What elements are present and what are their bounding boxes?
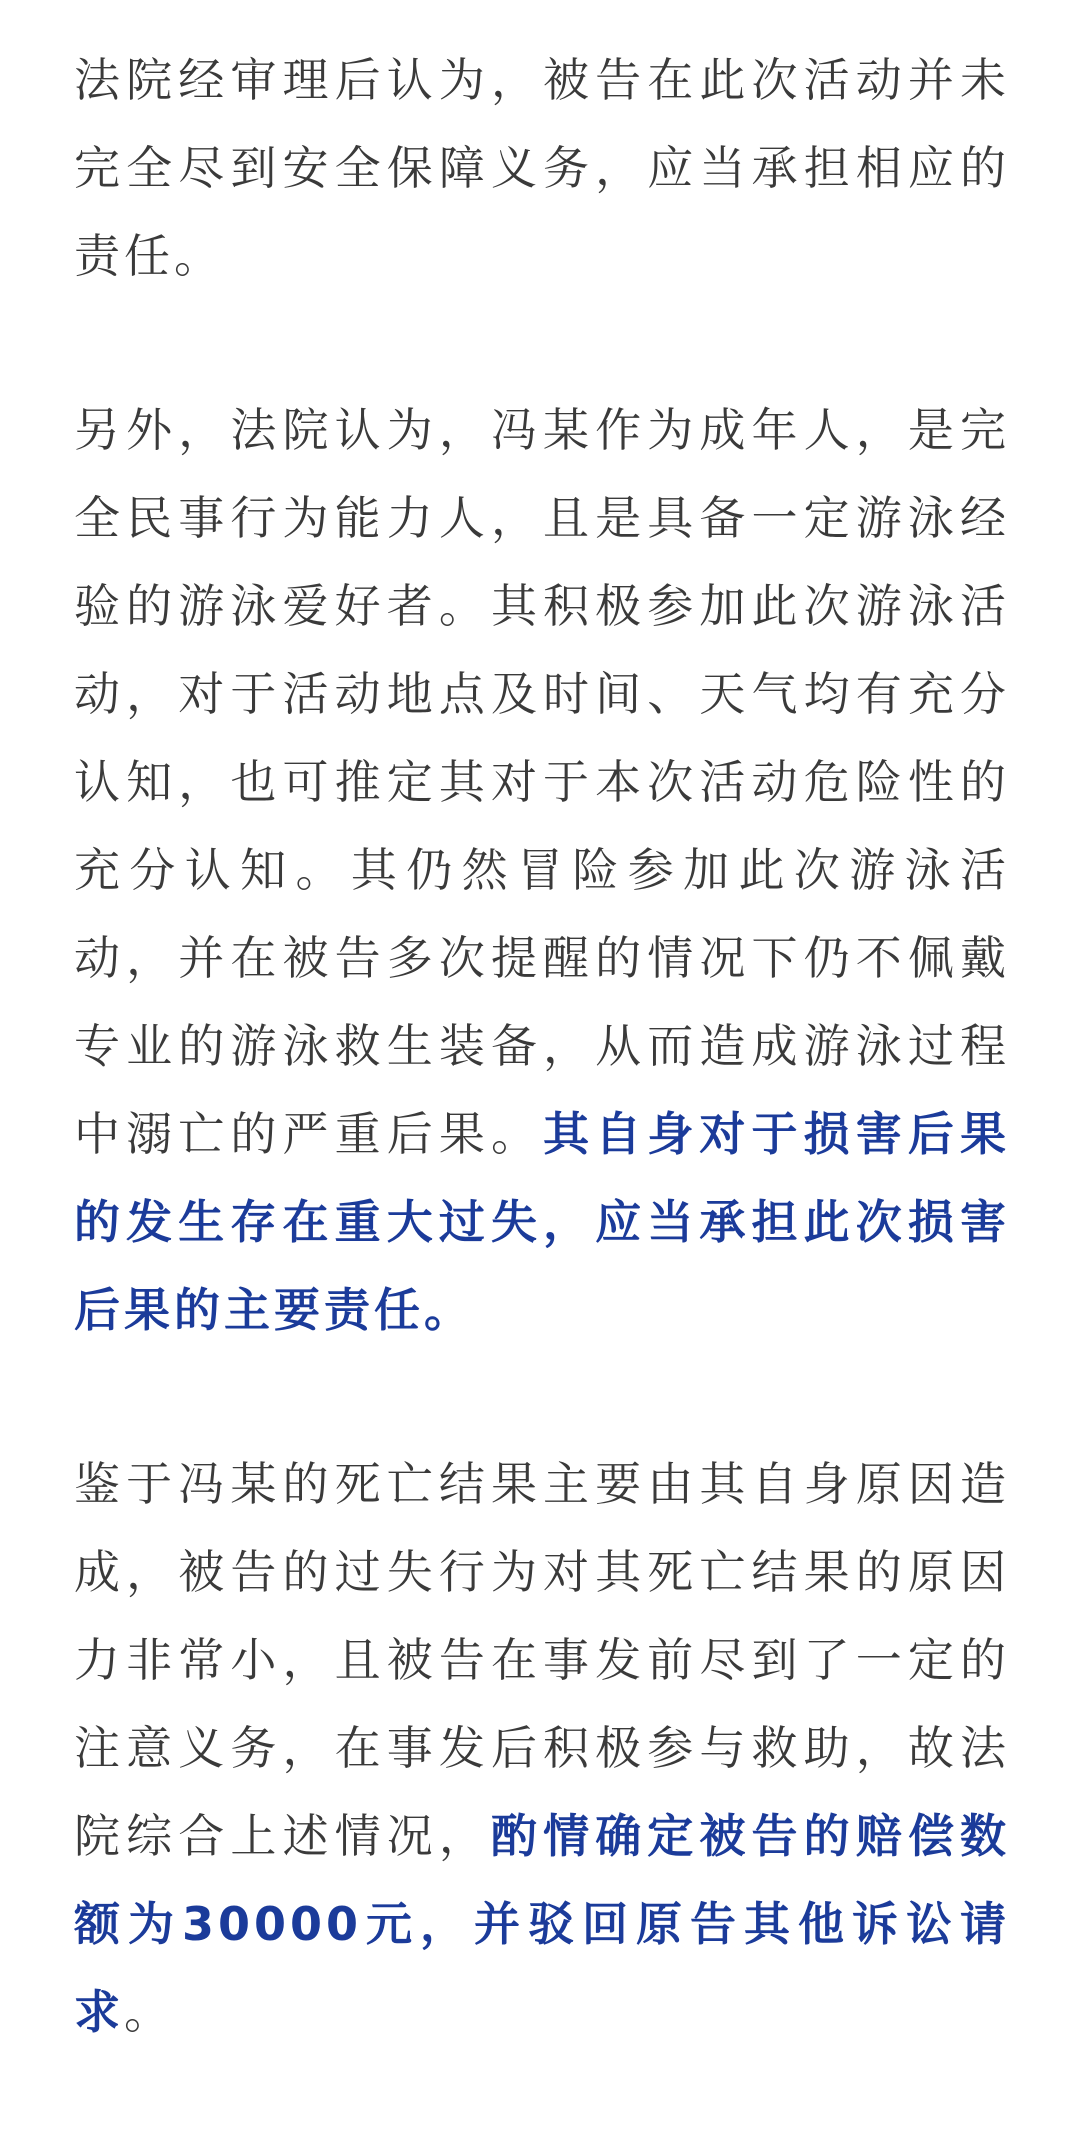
paragraph-court-finding	[74, 36, 1010, 300]
paragraph-plaintiff-fault	[74, 386, 1010, 1354]
article-body	[74, 36, 1010, 2056]
highlighted-text: 其自身对于损害后果的发生存在重大过失，应当承担此次损害后果的主要责任。	[74, 1107, 1011, 1337]
paragraph-judgment	[74, 1440, 1010, 2056]
paragraph-text: 法院经审理后认为，被告在此次活动并未完全尽到安全保障义务，应当承担相应的责任。	[74, 53, 1010, 283]
paragraph-text: 另外，法院认为，冯某作为成年人，是完全民事行为能力人，且是具备一定游泳经验的游泳爱好者。其积极参加此次游泳活动，对于活动地点及时间、天气均有充分认知，也可推定其对于本次活动危险性的充分认知。其仍然冒险参加此次游泳活动，并在被告多次提醒的情况下仍不佩戴专业的游泳救生装备，从而造成游泳过程中溺亡的严重后果。	[74, 403, 1010, 1161]
highlighted-text: 酌情确定被告的赔偿数额为30000元，并驳回原告其他诉讼请求	[74, 1809, 1011, 2039]
paragraph-text: 鉴于冯某的死亡结果主要由其自身原因造成，被告的过失行为对其死亡结果的原因力非常小，且被告在事发前尽到了一定的注意义务，在事发后积极参与救助，故法院综合上述情况，	[74, 1457, 1010, 1863]
paragraph-tail: 。	[124, 1985, 174, 2039]
